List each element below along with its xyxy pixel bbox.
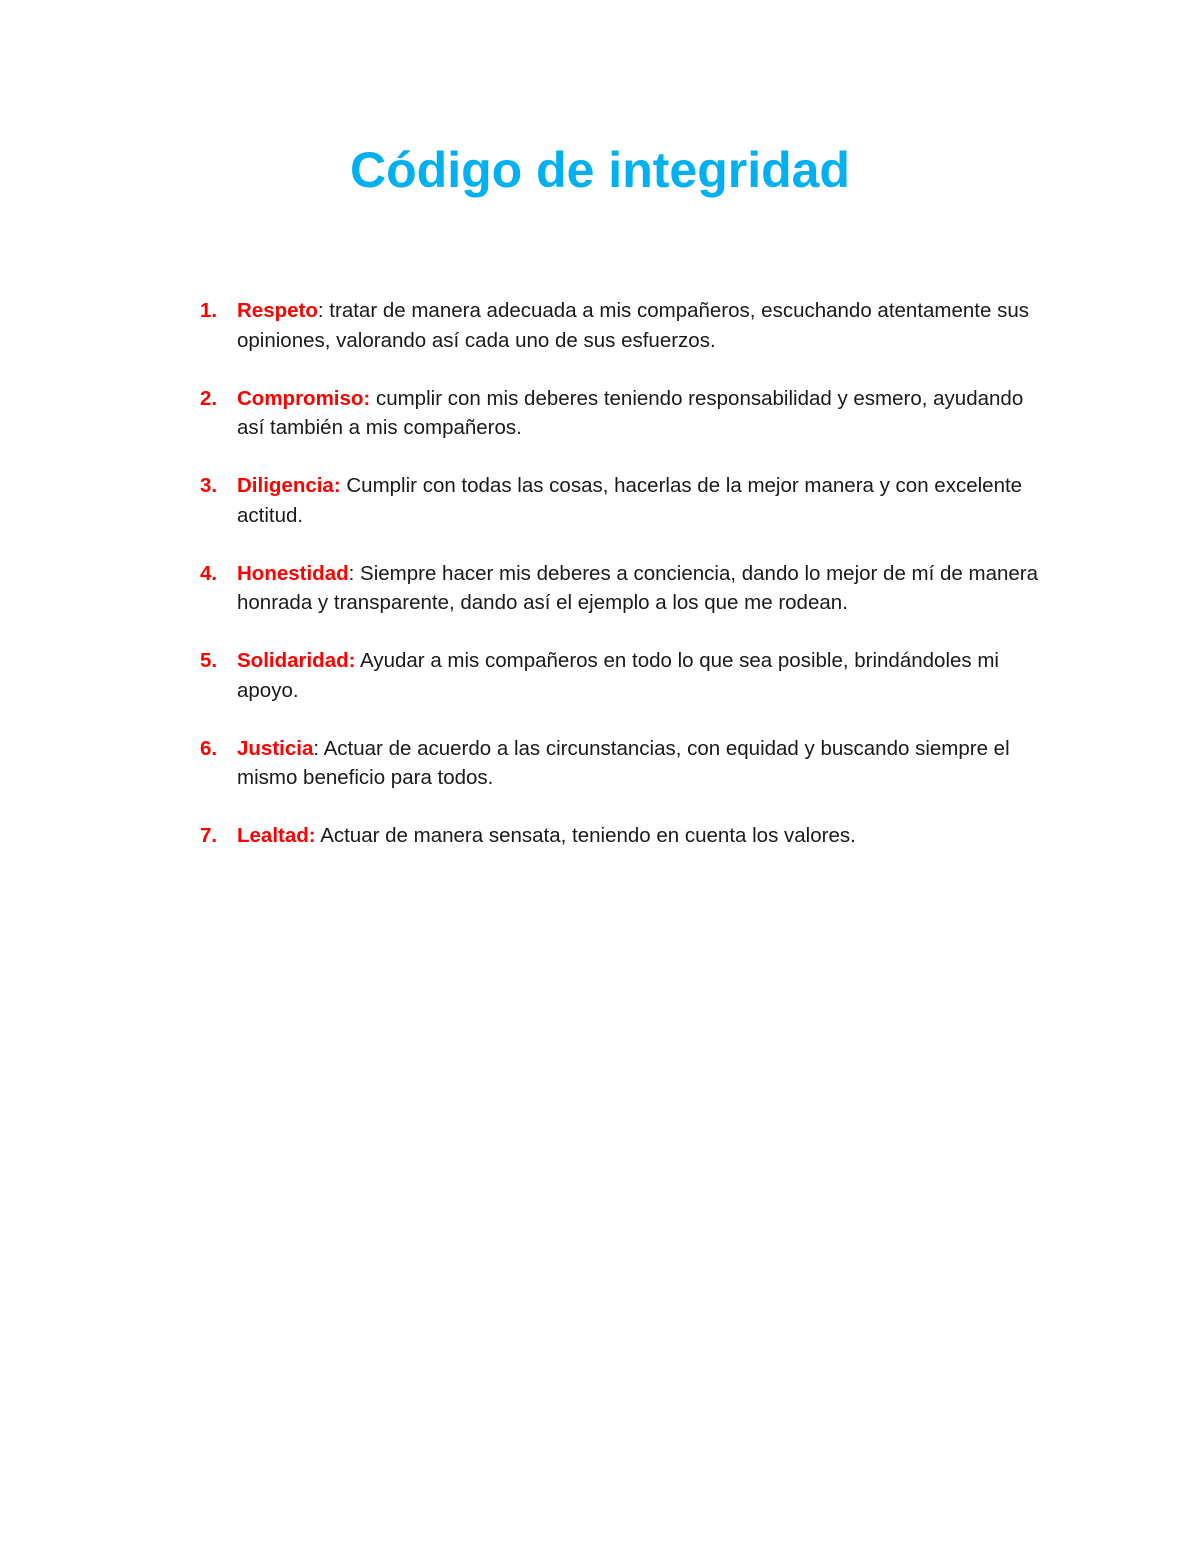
list-item: [200, 646, 1050, 705]
list-item: [200, 296, 1050, 355]
item-description: tratar de manera adecuada a mis compañeros, escuchando atentamente sus opiniones, valorando así cada uno de sus esfuerzos.: [237, 299, 1029, 352]
item-description: Ayudar a mis compañeros en todo lo que sea posible, brindándoles mi apoyo.: [237, 649, 999, 702]
list-item: [200, 471, 1050, 530]
list-item: [200, 821, 1050, 851]
item-term: Compromiso:: [237, 386, 371, 410]
list-item: [200, 384, 1050, 443]
item-number: 2.: [200, 386, 218, 410]
item-number: 6.: [200, 736, 218, 760]
item-separator: :: [317, 299, 330, 322]
values-list: [200, 296, 1050, 879]
item-term: Lealtad:: [237, 824, 316, 847]
item-term: Diligencia:: [237, 474, 341, 497]
document-title: Código de integridad: [350, 142, 850, 198]
list-item: [200, 734, 1050, 793]
item-description: Siempre hacer mis deberes a conciencia, dando lo mejor de mí de manera honrada y transparente, dando así el ejemplo a los que me rodean.: [237, 561, 1039, 614]
item-number: 3.: [200, 474, 218, 497]
item-number: 5.: [200, 649, 218, 672]
item-description: Actuar de manera sensata, teniendo en cuenta los valores.: [320, 824, 856, 847]
item-separator: :: [348, 561, 361, 585]
item-description: Actuar de acuerdo a las circunstancias, con equidad y buscando siempre el mismo beneficio para todos.: [237, 736, 1010, 789]
item-number: 4.: [200, 561, 218, 585]
item-term: Honestidad: [237, 561, 349, 585]
item-term: Respeto: [237, 299, 318, 322]
list-item: [200, 559, 1050, 618]
item-description: Cumplir con todas las cosas, hacerlas de la mejor manera y con excelente actitud.: [237, 474, 1023, 527]
item-description: cumplir con mis deberes teniendo responsabilidad y esmero, ayudando así también a mis compañeros.: [237, 386, 1024, 439]
item-number: 1.: [200, 299, 218, 322]
item-separator: :: [313, 736, 324, 760]
item-term: Solidaridad:: [237, 649, 356, 672]
item-term: Justicia: [237, 736, 314, 760]
item-number: 7.: [200, 824, 218, 847]
